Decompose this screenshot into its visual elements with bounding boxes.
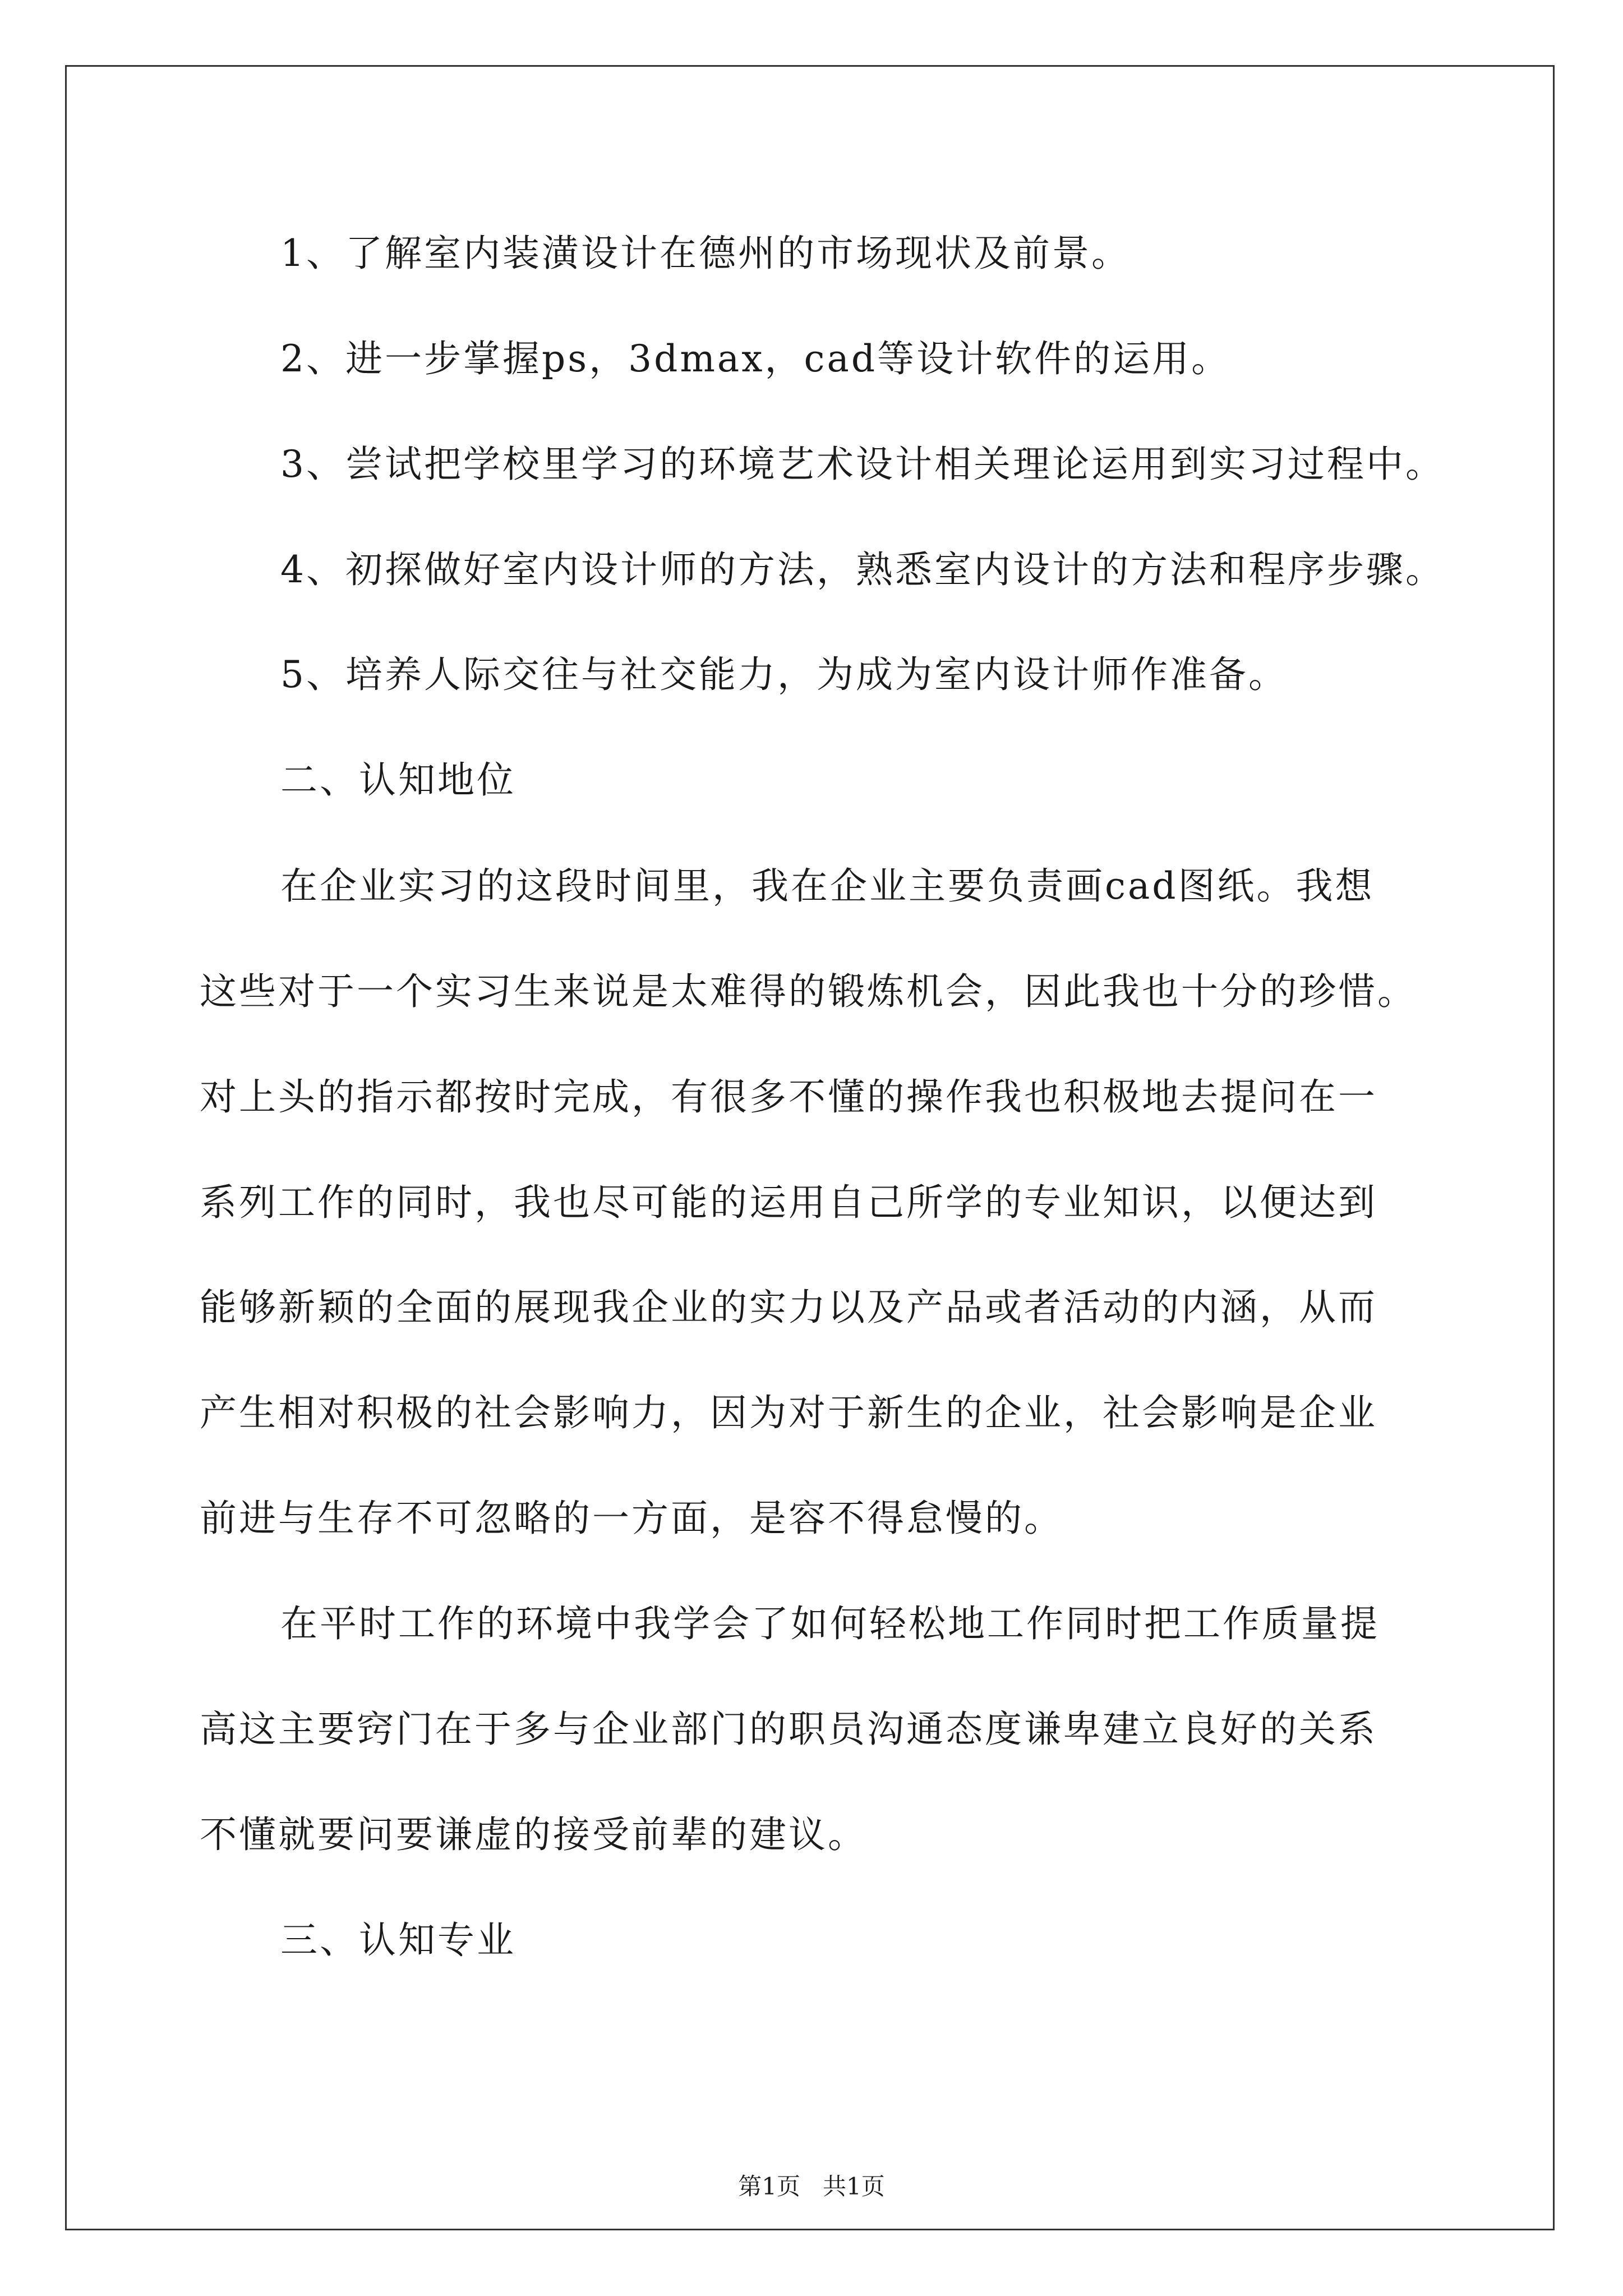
paragraph-line: 不懂就要问要谦虚的接受前辈的建议。 bbox=[200, 1813, 867, 1856]
paragraph-line: 高这主要窍门在于多与企业部门的职员沟通态度谦卑建立良好的关系 bbox=[200, 1708, 1377, 1751]
goal-item-1: 1、了解室内装潢设计在德州的市场现状及前景。 bbox=[280, 232, 1131, 275]
section-heading-2: 二、认知地位 bbox=[280, 758, 516, 802]
goal-item-2: 2、进一步掌握ps，3dmax，cad等设计软件的运用。 bbox=[280, 337, 1231, 380]
paragraph-line: 产生相对积极的社会影响力，因为对于新生的企业，社会影响是企业 bbox=[200, 1391, 1377, 1434]
paragraph-line: 系列工作的同时，我也尽可能的运用自己所学的专业知识，以便达到 bbox=[200, 1181, 1377, 1224]
page-number-footer: 第1页 共1页 bbox=[738, 2173, 885, 2200]
goal-item-4: 4、初探做好室内设计师的方法，熟悉室内设计的方法和程序步骤。 bbox=[280, 548, 1445, 591]
paragraph-line: 对上头的指示都按时完成，有很多不懂的操作我也积极地去提问在一 bbox=[200, 1075, 1377, 1119]
paragraph-line: 前进与生存不可忽略的一方面，是容不得怠慢的。 bbox=[200, 1497, 1063, 1540]
paragraph-line: 在企业实习的这段时间里，我在企业主要负责画cad图纸。我想 bbox=[280, 864, 1375, 908]
paragraph-line: 这些对于一个实习生来说是太难得的锻炼机会，因此我也十分的珍惜。 bbox=[200, 970, 1417, 1013]
paragraph-line: 能够新颖的全面的展现我企业的实力以及产品或者活动的内涵，从而 bbox=[200, 1286, 1377, 1329]
goal-item-3: 3、尝试把学校里学习的环境艺术设计相关理论运用到实习过程中。 bbox=[280, 443, 1445, 486]
goal-item-5: 5、培养人际交往与社交能力，为成为室内设计师作准备。 bbox=[280, 653, 1288, 696]
paragraph-line: 在平时工作的环境中我学会了如何轻松地工作同时把工作质量提 bbox=[280, 1602, 1380, 1645]
page-border bbox=[65, 65, 1555, 2230]
section-heading-3: 三、认知专业 bbox=[280, 1918, 516, 1962]
